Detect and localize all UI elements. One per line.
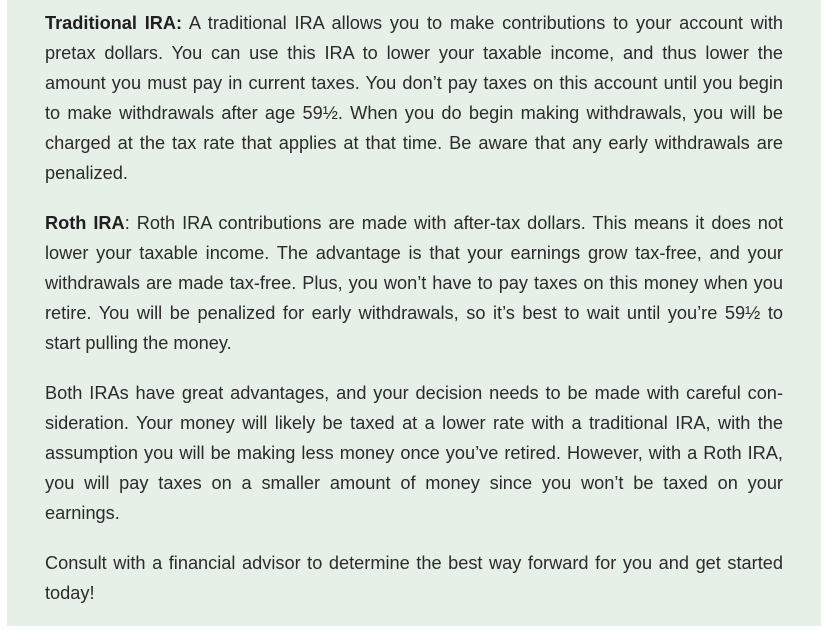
advisor-text: Consult with a financial advisor to determine the best way forward for you and get started today! [45, 553, 783, 603]
advisor-paragraph [45, 548, 783, 608]
roth-ira-term: Roth IRA [45, 213, 125, 233]
traditional-ira-term: Traditional IRA: [45, 13, 183, 33]
traditional-ira-text: A traditional IRA allows you to make contributions to your account with pretax dollars. You can use this IRA to lower your taxable income, and thus lower the amount you must pay in current taxes. You don’t pay taxes on this account until you begin to make withdrawals after age 59½. When you do begin making withdrawals, you will be charged at the tax rate that applies at that time. Be aware that any early withdrawals are penalized. [45, 13, 784, 183]
roth-ira-paragraph [45, 208, 783, 358]
traditional-ira-paragraph [45, 8, 783, 188]
ira-info-panel [7, 0, 821, 626]
comparison-paragraph [45, 378, 783, 528]
roth-ira-text: : Roth IRA contributions are made with after-tax dollars. This means it does not lower your taxable income. The advantage is that your earnings grow tax-free, and your withdrawals are made tax-free. Plus, you won’t have to pay taxes on this money when you retire. You will be penalized for early withdrawals, so it’s best to wait until you’re 59½ to start pulling the money. [45, 213, 783, 353]
comparison-text: Both IRAs have great advantages, and your decision needs to be made with careful consideration. Your money will likely be taxed at a lower rate with a traditional IRA, with the assumption you will be making less money once you’ve retired. However, with a Roth IRA, you will pay taxes on a smaller amount of money since you won’t be taxed on your earnings. [45, 383, 783, 523]
